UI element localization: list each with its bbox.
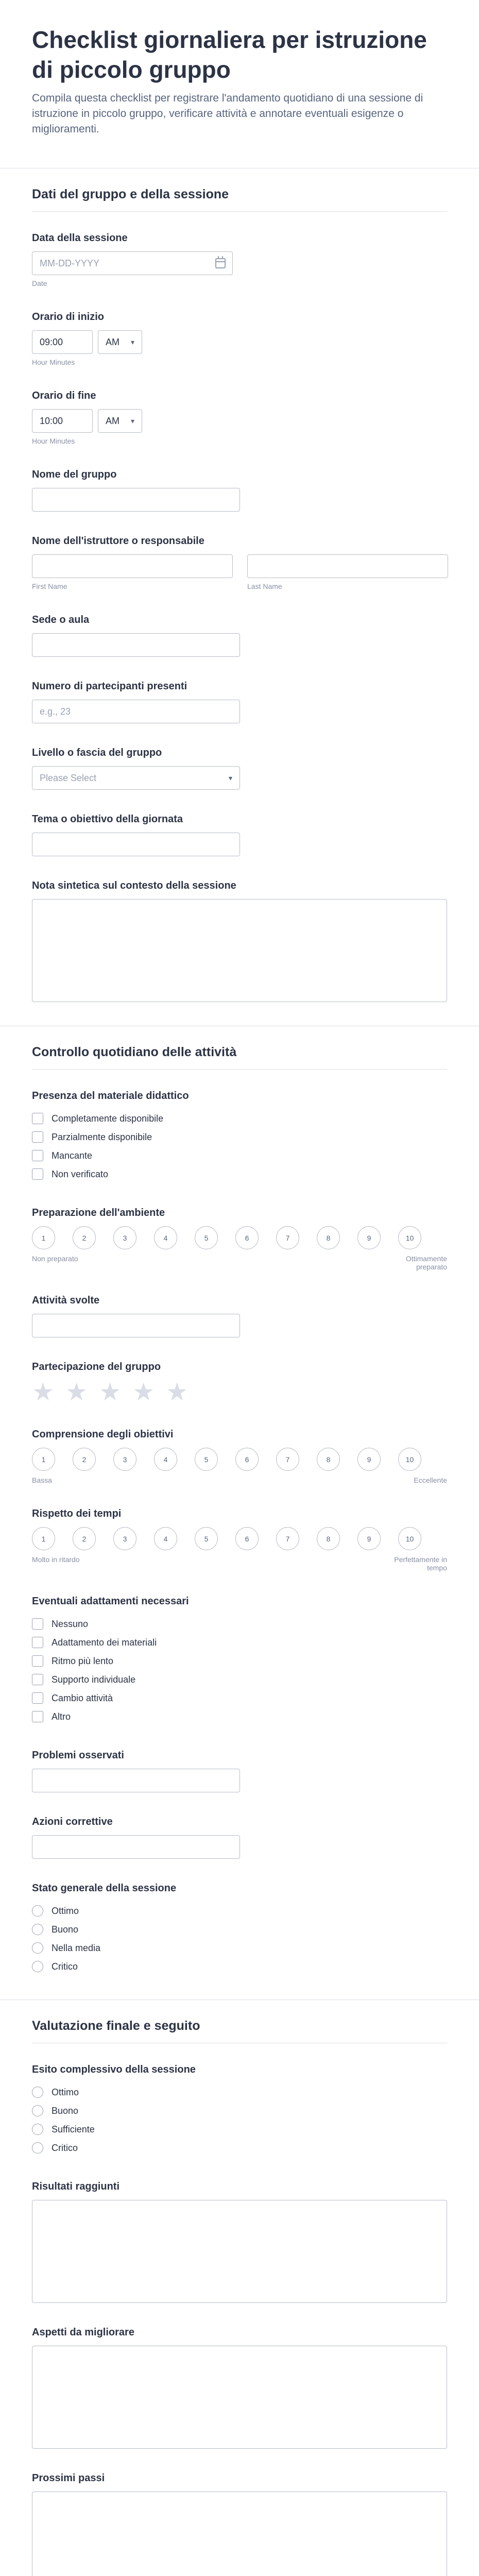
- chevron-down-icon: ▾: [130, 416, 134, 425]
- radio-option[interactable]: [32, 1957, 447, 1976]
- scale-option[interactable]: 10: [398, 1226, 421, 1249]
- group-name-field: [0, 469, 479, 512]
- activity-input[interactable]: [32, 1314, 240, 1337]
- timing-label: Rispetto dei tempi: [32, 1508, 122, 1519]
- end-time-label: Orario di fine: [32, 390, 96, 401]
- understanding-high-label: Eccellente: [414, 1476, 447, 1484]
- radio-button[interactable]: [32, 1924, 43, 1935]
- checkbox-option[interactable]: [32, 1670, 447, 1689]
- improve-textarea[interactable]: [32, 2346, 447, 2449]
- environment-low-label: Non preparato: [32, 1255, 78, 1263]
- context-field: [0, 880, 479, 1002]
- checkbox[interactable]: [32, 1168, 43, 1180]
- environment-high-label: Ottimamente preparato: [405, 1255, 447, 1271]
- date-input[interactable]: MM-DD-YYYY: [32, 251, 233, 275]
- end-ampm-value: AM: [106, 415, 119, 426]
- chevron-down-icon: ▾: [130, 337, 134, 346]
- scale-option[interactable]: 4: [154, 1226, 177, 1249]
- option-label: Buono: [52, 2105, 79, 2116]
- participation-label: Partecipazione del gruppo: [32, 1361, 161, 1372]
- status-options: [32, 1902, 447, 1976]
- outcome-options: [32, 2083, 447, 2157]
- checkbox-option[interactable]: [32, 1146, 447, 1165]
- section-line: [32, 211, 447, 212]
- checkbox-option[interactable]: [32, 1109, 447, 1128]
- outcome-field: [0, 2064, 479, 2157]
- first-name-sublabel: First Name: [32, 582, 67, 590]
- radio-option[interactable]: [32, 1939, 447, 1957]
- scale-option[interactable]: 3: [113, 1226, 136, 1249]
- form-title: Checklist giornaliera per istruzione di piccolo gruppo: [32, 26, 427, 83]
- improve-field: [0, 2327, 479, 2449]
- option-label: Ottimo: [52, 1905, 79, 1916]
- radio-button[interactable]: [32, 2142, 43, 2154]
- star-icon[interactable]: ★: [32, 1379, 55, 1406]
- option-label: Adattamento dei materiali: [52, 1637, 157, 1648]
- scale-option[interactable]: 8: [317, 1527, 340, 1550]
- option-label: Non verificato: [52, 1168, 109, 1179]
- checkbox[interactable]: [32, 1711, 43, 1722]
- star-icon[interactable]: ★: [99, 1379, 122, 1406]
- radio-option[interactable]: [32, 1920, 447, 1939]
- scale-option[interactable]: 5: [195, 1226, 218, 1249]
- scale-option[interactable]: 8: [317, 1448, 340, 1471]
- scale-option[interactable]: 7: [276, 1226, 299, 1249]
- corrective-label: Azioni correttive: [32, 1816, 113, 1827]
- scale-option[interactable]: 3: [113, 1527, 136, 1550]
- results-label: Risultati raggiunti: [32, 2181, 119, 2192]
- checkbox-option[interactable]: [32, 1689, 447, 1707]
- scale-option[interactable]: 9: [357, 1226, 381, 1249]
- topic-input[interactable]: [32, 833, 240, 856]
- end-ampm-select[interactable]: [98, 409, 142, 433]
- star-rating: [32, 1380, 447, 1405]
- next-steps-field: [0, 2472, 479, 2576]
- checkbox-option[interactable]: [32, 1707, 447, 1726]
- scale-option[interactable]: 5: [195, 1448, 218, 1471]
- participants-label: Numero di partecipanti presenti: [32, 681, 187, 692]
- materials-label: Presenza del materiale didattico: [32, 1090, 189, 1101]
- chevron-down-icon: ▾: [228, 773, 232, 782]
- timing-low-label: Molto in ritardo: [32, 1555, 80, 1564]
- last-name-sublabel: Last Name: [247, 582, 282, 590]
- end-time-input[interactable]: 10:00: [32, 409, 93, 433]
- activity-field: [0, 1295, 479, 1337]
- radio-option[interactable]: [32, 2120, 447, 2139]
- checkbox[interactable]: [32, 1655, 43, 1667]
- scale-option[interactable]: 9: [357, 1448, 381, 1471]
- environment-field: [0, 1207, 479, 1271]
- radio-button[interactable]: [32, 2087, 43, 2098]
- first-name-input[interactable]: [32, 554, 233, 578]
- next-steps-textarea[interactable]: [32, 2492, 447, 2576]
- option-label: Nella media: [52, 1942, 101, 1953]
- environment-label: Preparazione dell'ambiente: [32, 1207, 165, 1218]
- scale-option[interactable]: 6: [235, 1448, 259, 1471]
- start-time-input[interactable]: 09:00: [32, 330, 93, 354]
- end-time-sublabel: Hour Minutes: [32, 437, 75, 445]
- scale-option[interactable]: 1: [32, 1527, 55, 1550]
- radio-button[interactable]: [32, 2105, 43, 2116]
- start-time-sublabel: Hour Minutes: [32, 358, 75, 366]
- radio-option[interactable]: [32, 2139, 447, 2157]
- checkbox[interactable]: [32, 1637, 43, 1648]
- section-line: [32, 1069, 447, 1070]
- instructor-field: [0, 535, 479, 590]
- improve-label: Aspetti da migliorare: [32, 2327, 134, 2338]
- scale-option[interactable]: 10: [398, 1448, 421, 1471]
- outcome-label: Esito complessivo della sessione: [32, 2064, 196, 2075]
- star-icon[interactable]: ★: [65, 1379, 88, 1406]
- checkbox-option[interactable]: [32, 1633, 447, 1652]
- start-time-field: [0, 311, 479, 366]
- timing-high-label: Perfettamente in tempo: [394, 1555, 447, 1572]
- option-label: Critico: [52, 2142, 78, 2153]
- understanding-label: Comprensione degli obiettivi: [32, 1429, 174, 1440]
- scale-option[interactable]: 7: [276, 1527, 299, 1550]
- topic-field: [0, 814, 479, 856]
- topic-label: Tema o obiettivo della giornata: [32, 814, 183, 825]
- instructor-label: Nome dell'istruttore o responsabile: [32, 535, 204, 547]
- level-label: Livello o fascia del gruppo: [32, 747, 162, 758]
- form-header: [0, 0, 479, 168]
- scale-option[interactable]: 9: [357, 1527, 381, 1550]
- form-subtitle: Compila questa checklist per registrare l'andamento quotidiano di una sessione di istruzione in piccolo gruppo, verificare attività e annotare eventuali esigenze o miglioramenti.: [32, 92, 423, 135]
- checkbox[interactable]: [32, 1150, 43, 1161]
- scale-option[interactable]: 2: [73, 1448, 96, 1471]
- understanding-scale: [32, 1448, 447, 1471]
- scale-option[interactable]: 6: [235, 1527, 259, 1550]
- timing-field: [0, 1508, 479, 1572]
- last-name-input[interactable]: [247, 554, 448, 578]
- option-label: Altro: [52, 1711, 71, 1722]
- checkbox-option[interactable]: [32, 1615, 447, 1633]
- start-ampm-select[interactable]: [98, 330, 142, 354]
- scale-option[interactable]: 7: [276, 1448, 299, 1471]
- checkbox[interactable]: [32, 1692, 43, 1704]
- status-field: [0, 1883, 479, 1976]
- option-label: Supporto individuale: [52, 1674, 136, 1685]
- option-label: Critico: [52, 1961, 78, 1972]
- option-label: Nessuno: [52, 1618, 89, 1629]
- adaptations-label: Eventuali adattamenti necessari: [32, 1596, 189, 1607]
- materials-field: [0, 1090, 479, 1183]
- checkbox[interactable]: [32, 1131, 43, 1143]
- scale-option[interactable]: 2: [73, 1226, 96, 1249]
- scale-option[interactable]: 10: [398, 1527, 421, 1550]
- radio-option[interactable]: [32, 2083, 447, 2102]
- section-title-final: Valutazione finale e seguito: [32, 2019, 200, 2033]
- option-label: Cambio attività: [52, 1692, 113, 1703]
- participants-input[interactable]: e.g., 23: [32, 700, 240, 723]
- scale-option[interactable]: 6: [235, 1226, 259, 1249]
- scale-option[interactable]: 2: [73, 1527, 96, 1550]
- adaptations-field: [0, 1596, 479, 1726]
- scale-option[interactable]: 1: [32, 1226, 55, 1249]
- level-select[interactable]: [32, 766, 240, 790]
- location-field: [0, 614, 479, 657]
- option-label: Ritmo più lento: [52, 1655, 114, 1666]
- date-sublabel: Date: [32, 279, 47, 287]
- section-title-activities: Controllo quotidiano delle attività: [32, 1045, 237, 1059]
- status-label: Stato generale della sessione: [32, 1883, 177, 1894]
- checkbox-option[interactable]: [32, 1652, 447, 1670]
- end-time-field: [0, 390, 479, 445]
- option-label: Buono: [52, 1924, 79, 1935]
- adaptations-options: [32, 1615, 447, 1726]
- option-label: Completamente disponibile: [52, 1113, 164, 1124]
- group-name-input[interactable]: [32, 488, 240, 512]
- option-label: Mancante: [52, 1150, 93, 1161]
- problems-label: Problemi osservati: [32, 1750, 124, 1761]
- group-name-label: Nome del gruppo: [32, 469, 117, 480]
- radio-button[interactable]: [32, 1905, 43, 1917]
- level-select-value: Please Select: [40, 772, 97, 783]
- checkbox[interactable]: [32, 1674, 43, 1685]
- star-icon[interactable]: ★: [132, 1379, 155, 1406]
- checkbox-option[interactable]: [32, 1128, 447, 1146]
- scale-option[interactable]: 4: [154, 1448, 177, 1471]
- context-label: Nota sintetica sul contesto della sessione: [32, 880, 236, 891]
- radio-button[interactable]: [32, 2124, 43, 2135]
- date-label: Data della sessione: [32, 232, 128, 244]
- start-time-label: Orario di inizio: [32, 311, 105, 323]
- radio-button[interactable]: [32, 1942, 43, 1954]
- materials-options: [32, 1109, 447, 1183]
- checkbox[interactable]: [32, 1113, 43, 1124]
- understanding-low-label: Bassa: [32, 1476, 52, 1484]
- understanding-field: [0, 1429, 479, 1484]
- corrective-input[interactable]: [32, 1835, 240, 1859]
- option-label: Ottimo: [52, 2087, 79, 2097]
- scale-option[interactable]: 5: [195, 1527, 218, 1550]
- calendar-icon[interactable]: [215, 258, 226, 268]
- activity-label: Attività svolte: [32, 1295, 100, 1306]
- star-icon[interactable]: ★: [166, 1379, 189, 1406]
- checkbox[interactable]: [32, 1618, 43, 1630]
- scale-option[interactable]: 1: [32, 1448, 55, 1471]
- problems-input[interactable]: [32, 1769, 240, 1792]
- corrective-field: [0, 1816, 479, 1859]
- results-field: [0, 2181, 479, 2303]
- participation-field: [0, 1361, 479, 1405]
- radio-option[interactable]: [32, 2102, 447, 2120]
- location-input[interactable]: [32, 633, 240, 657]
- problems-field: [0, 1750, 479, 1792]
- timing-scale: [32, 1527, 447, 1550]
- scale-option[interactable]: 8: [317, 1226, 340, 1249]
- radio-option[interactable]: [32, 1902, 447, 1920]
- next-steps-label: Prossimi passi: [32, 2472, 105, 2484]
- option-label: Sufficiente: [52, 2124, 95, 2134]
- option-label: Parzialmente disponibile: [52, 1131, 152, 1142]
- location-label: Sede o aula: [32, 614, 90, 625]
- start-ampm-value: AM: [106, 336, 119, 347]
- scale-option[interactable]: 3: [113, 1448, 136, 1471]
- date-field: [0, 232, 479, 287]
- participants-field: [0, 681, 479, 723]
- radio-button[interactable]: [32, 1961, 43, 1972]
- environment-scale: [32, 1226, 447, 1249]
- level-field: [0, 747, 479, 790]
- results-textarea[interactable]: [32, 2200, 447, 2303]
- scale-option[interactable]: 4: [154, 1527, 177, 1550]
- context-textarea[interactable]: [32, 899, 447, 1002]
- checkbox-option[interactable]: [32, 1165, 447, 1183]
- section-title-group: Dati del gruppo e della sessione: [32, 187, 229, 201]
